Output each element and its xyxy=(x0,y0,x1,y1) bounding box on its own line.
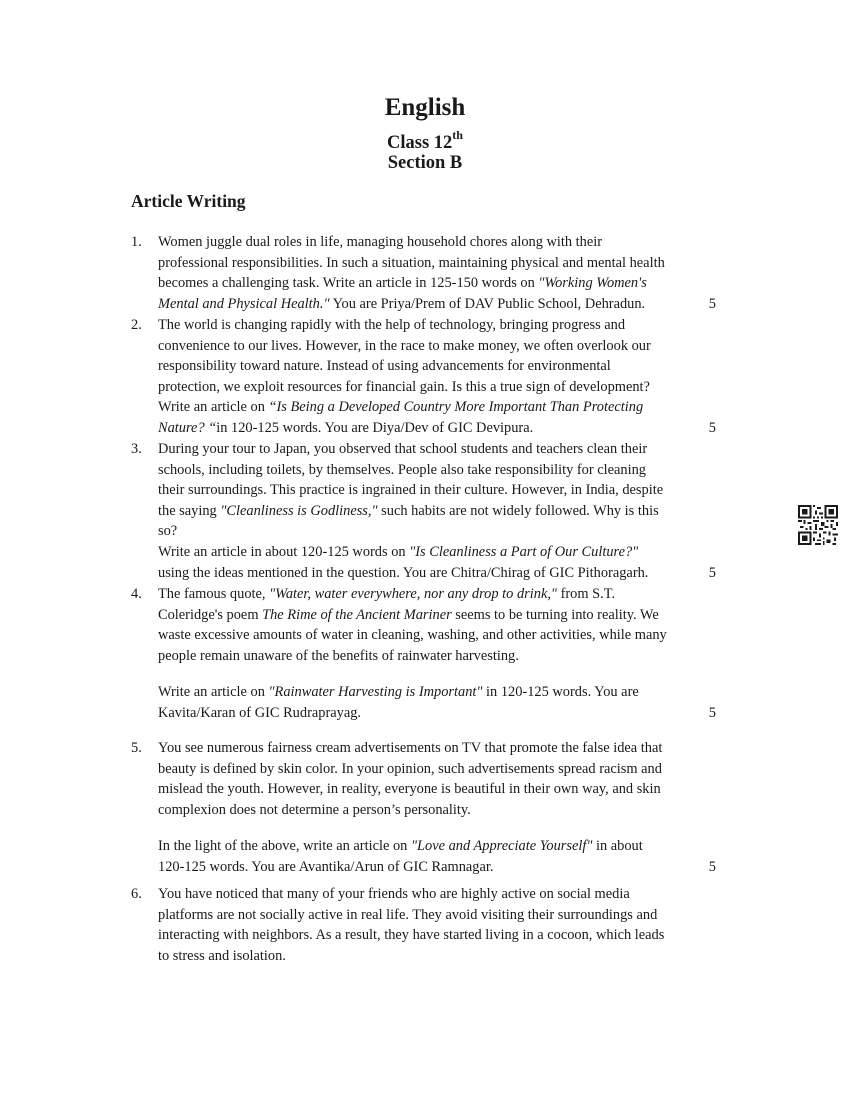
question-5 xyxy=(131,738,716,878)
question-line: protection, we exploit resources for financial gain. Is this a true sign of development? xyxy=(158,378,650,395)
question-line: their surroundings. This practice is ingrained in their culture. However, in India, despite xyxy=(158,482,664,499)
class-label: Class 12th xyxy=(387,128,463,154)
section-heading: Article Writing xyxy=(131,191,246,211)
question-line: 120-125 words. You are Avantika/Arun of GIC Ramnagar. xyxy=(158,858,494,875)
question-line: becomes a challenging task. Write an article in 125-150 words on "Working Women's xyxy=(158,275,647,292)
qr-code-icon xyxy=(798,505,838,545)
question-line: schools, including toilets, by themselves. People also take responsibility for cleaning xyxy=(158,461,646,478)
marks-label: 5 xyxy=(708,420,716,436)
question-4 xyxy=(131,584,716,724)
question-3 xyxy=(131,439,716,583)
question-number: 6. xyxy=(131,886,142,902)
question-number: 1. xyxy=(131,234,142,250)
question-number: 2. xyxy=(131,317,142,333)
question-line: Write an article in about 120-125 words on "Is Cleanliness a Part of Our Culture?" xyxy=(158,543,639,560)
marks-label: 5 xyxy=(708,295,716,312)
marks-label: 5 xyxy=(708,705,716,721)
question-line: so? xyxy=(158,523,178,540)
question-line: to stress and isolation. xyxy=(158,947,286,964)
marks-label: 5 xyxy=(708,564,716,581)
question-6 xyxy=(131,884,716,966)
question-line: complexion does not determine a person’s personality. xyxy=(158,801,471,818)
question-line: During your tour to Japan, you observed that school students and teachers clean their xyxy=(158,441,648,457)
question-line: waste excessive amounts of water in cleaning, washing, and other activities, while many xyxy=(158,627,667,644)
question-line: beauty is defined by skin color. In your opinion, such advertisements spread racism and xyxy=(158,760,662,777)
paragraph-gap xyxy=(158,666,716,682)
question-line: platforms are not socially active in real life. They avoid visiting their surroundings and xyxy=(158,906,658,923)
question-line: using the ideas mentioned in the question. You are Chitra/Chirag of GIC Pithoragarh. xyxy=(158,564,649,581)
question-number: 4. xyxy=(131,586,142,602)
question-2 xyxy=(131,315,716,439)
question-line: In the light of the above, write an article on "Love and Appreciate Yourself" in about xyxy=(158,838,643,855)
paragraph-gap xyxy=(158,820,716,836)
question-line: Coleridge's poem The Rime of the Ancient Mariner seems to be turning into reality. We xyxy=(158,606,659,623)
question-line: The world is changing rapidly with the help of technology, bringing progress and xyxy=(158,317,626,333)
section-label: Section B xyxy=(387,153,463,173)
question-line: Women juggle dual roles in life, managing household chores along with their xyxy=(158,234,603,250)
question-line: people remain unaware of the benefits of rainwater harvesting. xyxy=(158,647,519,664)
question-line: Write an article on “Is Being a Developed Country More Important Than Protecting xyxy=(158,399,644,416)
question-line: You have noticed that many of your friends who are highly active on social media xyxy=(158,886,630,902)
question-line: Kavita/Karan of GIC Rudraprayag. xyxy=(158,704,361,721)
question-line: The famous quote, "Water, water everywhere, nor any drop to drink," from S.T. xyxy=(158,586,616,602)
question-line: interacting with neighbors. As a result, they have started living in a cocoon, which leads xyxy=(158,927,665,944)
page-title: English xyxy=(384,94,466,121)
question-line: mislead the youth. However, in reality, everyone is beautiful in their own way, and skin xyxy=(158,781,661,798)
question-1 xyxy=(131,232,716,314)
question-line: Nature? “in 120-125 words. You are Diya/Dev of GIC Devipura. xyxy=(158,419,534,436)
question-line: Mental and Physical Health." You are Priya/Prem of DAV Public School, Dehradun. xyxy=(158,295,646,312)
question-line: professional responsibilities. In such a situation, maintaining physical and mental health xyxy=(158,254,665,271)
question-line: Write an article on "Rainwater Harvesting is Important" in 120-125 words. You are xyxy=(158,684,639,701)
question-line: responsibility toward nature. Instead of using advancements for environmental xyxy=(158,358,611,375)
marks-label: 5 xyxy=(708,859,716,875)
question-line: convenience to our lives. However, in the race to make money, we often overlook our xyxy=(158,337,651,354)
class-superscript: th xyxy=(452,128,463,142)
question-number: 5. xyxy=(131,740,142,756)
question-line: You see numerous fairness cream advertisements on TV that promote the false idea that xyxy=(158,740,663,756)
question-line: the saying "Cleanliness is Godliness," such habits are not widely followed. Why is this xyxy=(158,502,659,519)
question-number: 3. xyxy=(131,441,142,457)
